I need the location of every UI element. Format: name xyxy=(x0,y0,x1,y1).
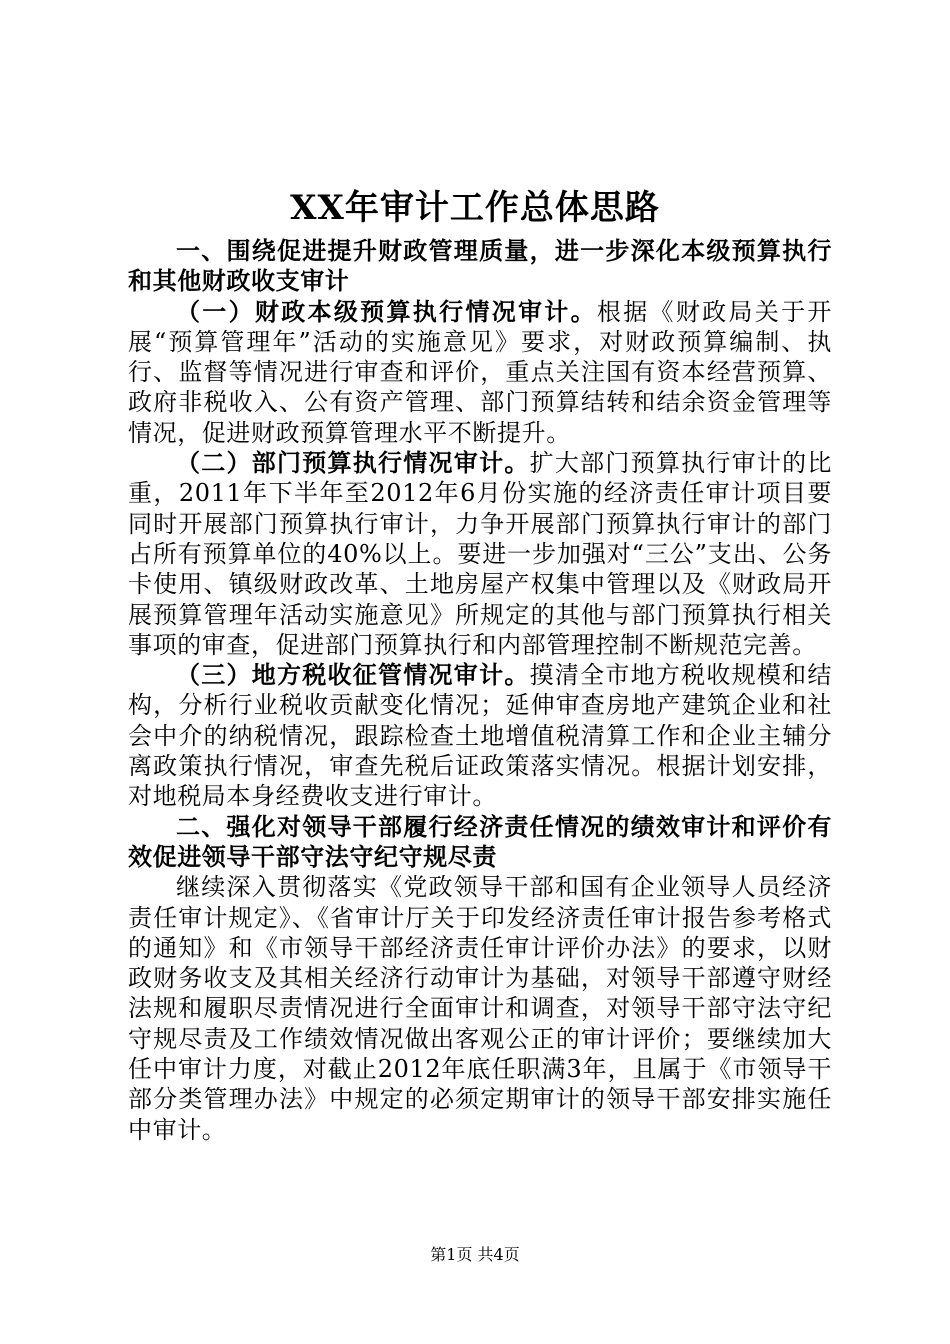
section-1-item-3-lead: （三）地方税收征管情况审计。 xyxy=(176,660,530,690)
section-1-item-2-body: 扩大部门预算执行审计的比重，2011年下半年至2012年6月份实施的经济责任审计项目要同时开展部门预算执行审计，力争开展部门预算执行审计的部门占所有预算单位的40%以上。要进一步加强对“三公”支出、公务卡使用、镇级财政改革、土地房屋产权集中管理以及《财政局开展预算管理年活动实施意见》所规定的其他与部门预算执行相关事项的审查，促进部门预算执行和内部管理控制不断规范完善。 xyxy=(128,449,832,659)
section-2-body: 继续深入贯彻落实《党政领导干部和国有企业领导人员经济责任审计规定》、《省审计厅关于印发经济责任审计报告参考格式的通知》和《市领导干部经济责任审计评价办法》的要求，以财政财务收支及其相关经济行动审计为基础，对领导干部遵守财经法规和履职尽责情况进行全面审计和调查，对领导干部守法守纪守规尽责及工作绩效情况做出客观公正的审计评价；要继续加大任中审计力度，对截止2012年底任职满3年，且属于《市领导干部分类管理办法》中规定的必须定期审计的领导干部安排实施任中审计。 xyxy=(128,873,832,1144)
section-2-heading: 二、强化对领导干部履行经济责任情况的绩效审计和评价有效促进领导干部守法守纪守规尽责 xyxy=(128,811,832,871)
section-1-item-3 xyxy=(128,660,832,811)
section-1-item-1-lead: （一）财政本级预算执行情况审计。 xyxy=(176,296,597,326)
page-number-footer: 第1页 共4页 xyxy=(430,1245,520,1264)
section-1-item-1-body: 根据《财政局关于开展“预算管理年”活动的实施意见》要求，对财政预算编制、执行、监督等情况进行审查和评价，重点关注国有资本经营预算、政府非税收入、公有资产管理、部门预算结转和结余资金管理等情况，促进财政预算管理水平不断提升。 xyxy=(128,297,832,447)
document-title: XX年审计工作总体思路 xyxy=(290,188,660,228)
section-1-item-2-lead: （二）部门预算执行情况审计。 xyxy=(176,448,530,478)
document-body xyxy=(128,236,832,1145)
section-1-item-2 xyxy=(128,448,832,660)
section-1-item-3-body: 摸清全市地方税收规模和结构，分析行业税收贡献变化情况；延伸审查房地产建筑企业和社会中介的纳税情况，跟踪检查土地增值税清算工作和企业主辅分离政策执行情况，审查先税后证政策落实情况。根据计划安排，对地税局本身经费收支进行审计。 xyxy=(128,661,832,811)
section-1-item-1 xyxy=(128,297,832,448)
section-1-heading: 一、围绕促进提升财政管理质量，进一步深化本级预算执行和其他财政收支审计 xyxy=(128,236,832,296)
